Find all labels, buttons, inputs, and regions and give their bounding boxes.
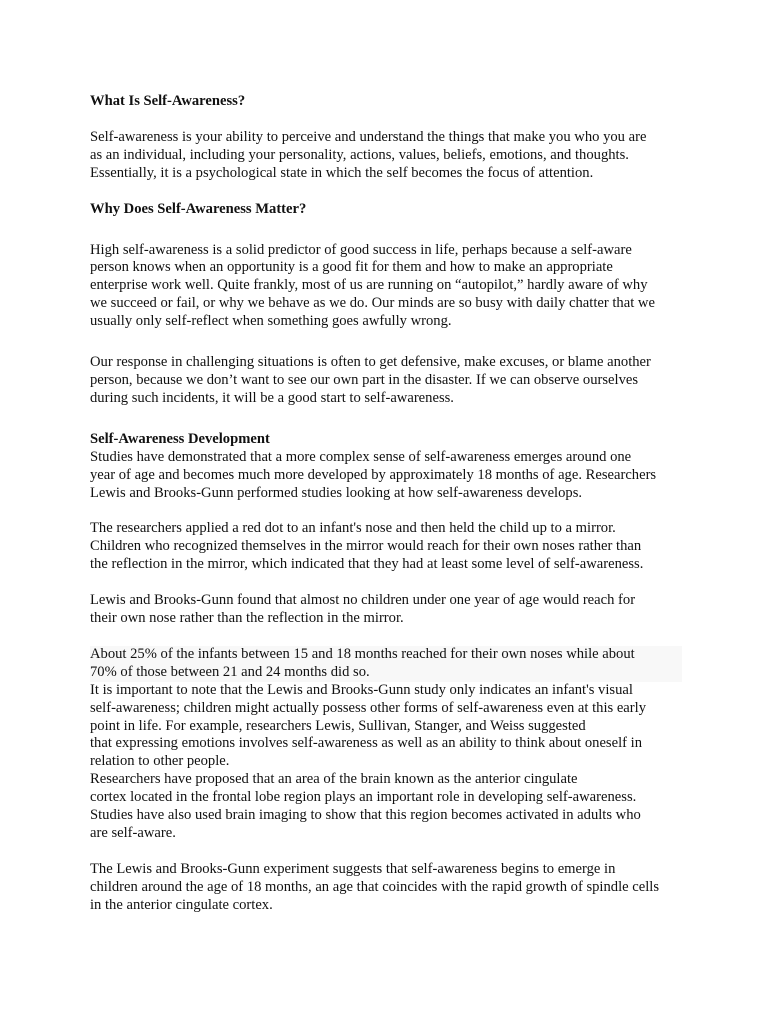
text-line: The Lewis and Brooks-Gunn experiment suggests that self-awareness begins to emerge in xyxy=(90,860,616,877)
text-line: Studies have demonstrated that a more complex sense of self-awareness emerges around one xyxy=(90,448,632,465)
paragraph-brain xyxy=(90,771,682,843)
text-line: Essentially, it is a psychological state in which the self becomes the focus of attention. xyxy=(90,164,594,181)
text-line: their own nose rather than the reflection in the mirror. xyxy=(90,610,404,627)
paragraph-definition xyxy=(90,129,682,183)
text-line: are self-aware. xyxy=(90,825,176,841)
text-line: relation to other people. xyxy=(90,753,230,770)
paragraph-success xyxy=(90,242,682,332)
text-line: About 25% of the infants between 15 and 18 months reached for their own noses while about xyxy=(90,645,635,662)
paragraph-conclusion xyxy=(90,861,682,915)
text-line: enterprise work well. Quite frankly, most of us are running on “autopilot,” hardly aware of why xyxy=(90,277,648,294)
text-line: that expressing emotions involves self-awareness as well as an ability to think about oneself in xyxy=(90,735,643,752)
heading-what-is-self-awareness: What Is Self-Awareness? xyxy=(90,93,246,109)
text-line: Self-awareness is your ability to perceive and understand the things that make you who you are xyxy=(90,128,647,145)
text-line: we succeed or fail, or why we behave as we do. Our minds are so busy with daily chatter that we xyxy=(90,295,655,312)
paragraph-under-one-year xyxy=(90,592,682,628)
paragraph-response xyxy=(90,354,682,408)
text-line: Lewis and Brooks-Gunn found that almost no children under one year of age would reach for xyxy=(90,592,636,609)
text-line: the reflection in the mirror, which indicated that they had at least some level of self-awareness. xyxy=(90,556,644,573)
text-line: as an individual, including your personality, actions, values, beliefs, emotions, and thoughts. xyxy=(90,146,629,163)
text-line: usually only self-reflect when something goes awfully wrong. xyxy=(90,313,452,330)
text-line: Studies have also used brain imaging to show that this region becomes activated in adults who xyxy=(90,807,641,824)
document-page xyxy=(90,93,682,915)
text-line: self-awareness; children might actually possess other forms of self-awareness even at this early xyxy=(90,699,646,716)
text-line: person, because we don’t want to see our own part in the disaster. If we can observe ourselves xyxy=(90,371,639,388)
paragraph-note xyxy=(90,682,682,772)
text-line: children around the age of 18 months, an age that coincides with the rapid growth of spindle cells xyxy=(90,878,659,895)
text-line: during such incidents, it will be a good start to self-awareness. xyxy=(90,389,454,406)
heading-self-awareness-development: Self-Awareness Development xyxy=(90,430,270,447)
text-line: Children who recognized themselves in the mirror would reach for their own noses rather than xyxy=(90,538,642,555)
text-line: It is important to note that the Lewis and Brooks-Gunn study only indicates an infant's visual xyxy=(90,681,633,698)
text-line: cortex located in the frontal lobe region plays an important role in developing self-awareness. xyxy=(90,789,637,806)
text-line: Researchers have proposed that an area of the brain known as the anterior cingulate xyxy=(90,771,578,788)
paragraph-studies xyxy=(90,449,682,503)
paragraph-red-dot xyxy=(90,520,682,574)
text-line: point in life. For example, researchers Lewis, Sullivan, Stanger, and Weiss suggested xyxy=(90,717,586,734)
text-line: Lewis and Brooks-Gunn performed studies looking at how self-awareness develops. xyxy=(90,484,583,501)
text-line: The researchers applied a red dot to an infant's nose and then held the child up to a mirror. xyxy=(90,520,616,537)
text-line: High self-awareness is a solid predictor of good success in life, perhaps because a self-aware xyxy=(90,241,632,258)
text-line: 70% of those between 21 and 24 months did so. xyxy=(90,663,370,680)
text-line: year of age and becomes much more developed by approximately 18 months of age. Researchers xyxy=(90,466,657,483)
paragraph-percentages xyxy=(90,646,682,682)
text-line: person knows when an opportunity is a good fit for them and how to make an appropriate xyxy=(90,259,613,276)
text-line: in the anterior cingulate cortex. xyxy=(90,896,273,913)
heading-why-self-awareness-matters: Why Does Self-Awareness Matter? xyxy=(90,200,307,217)
text-line: Our response in challenging situations is often to get defensive, make excuses, or blame another xyxy=(90,354,651,371)
